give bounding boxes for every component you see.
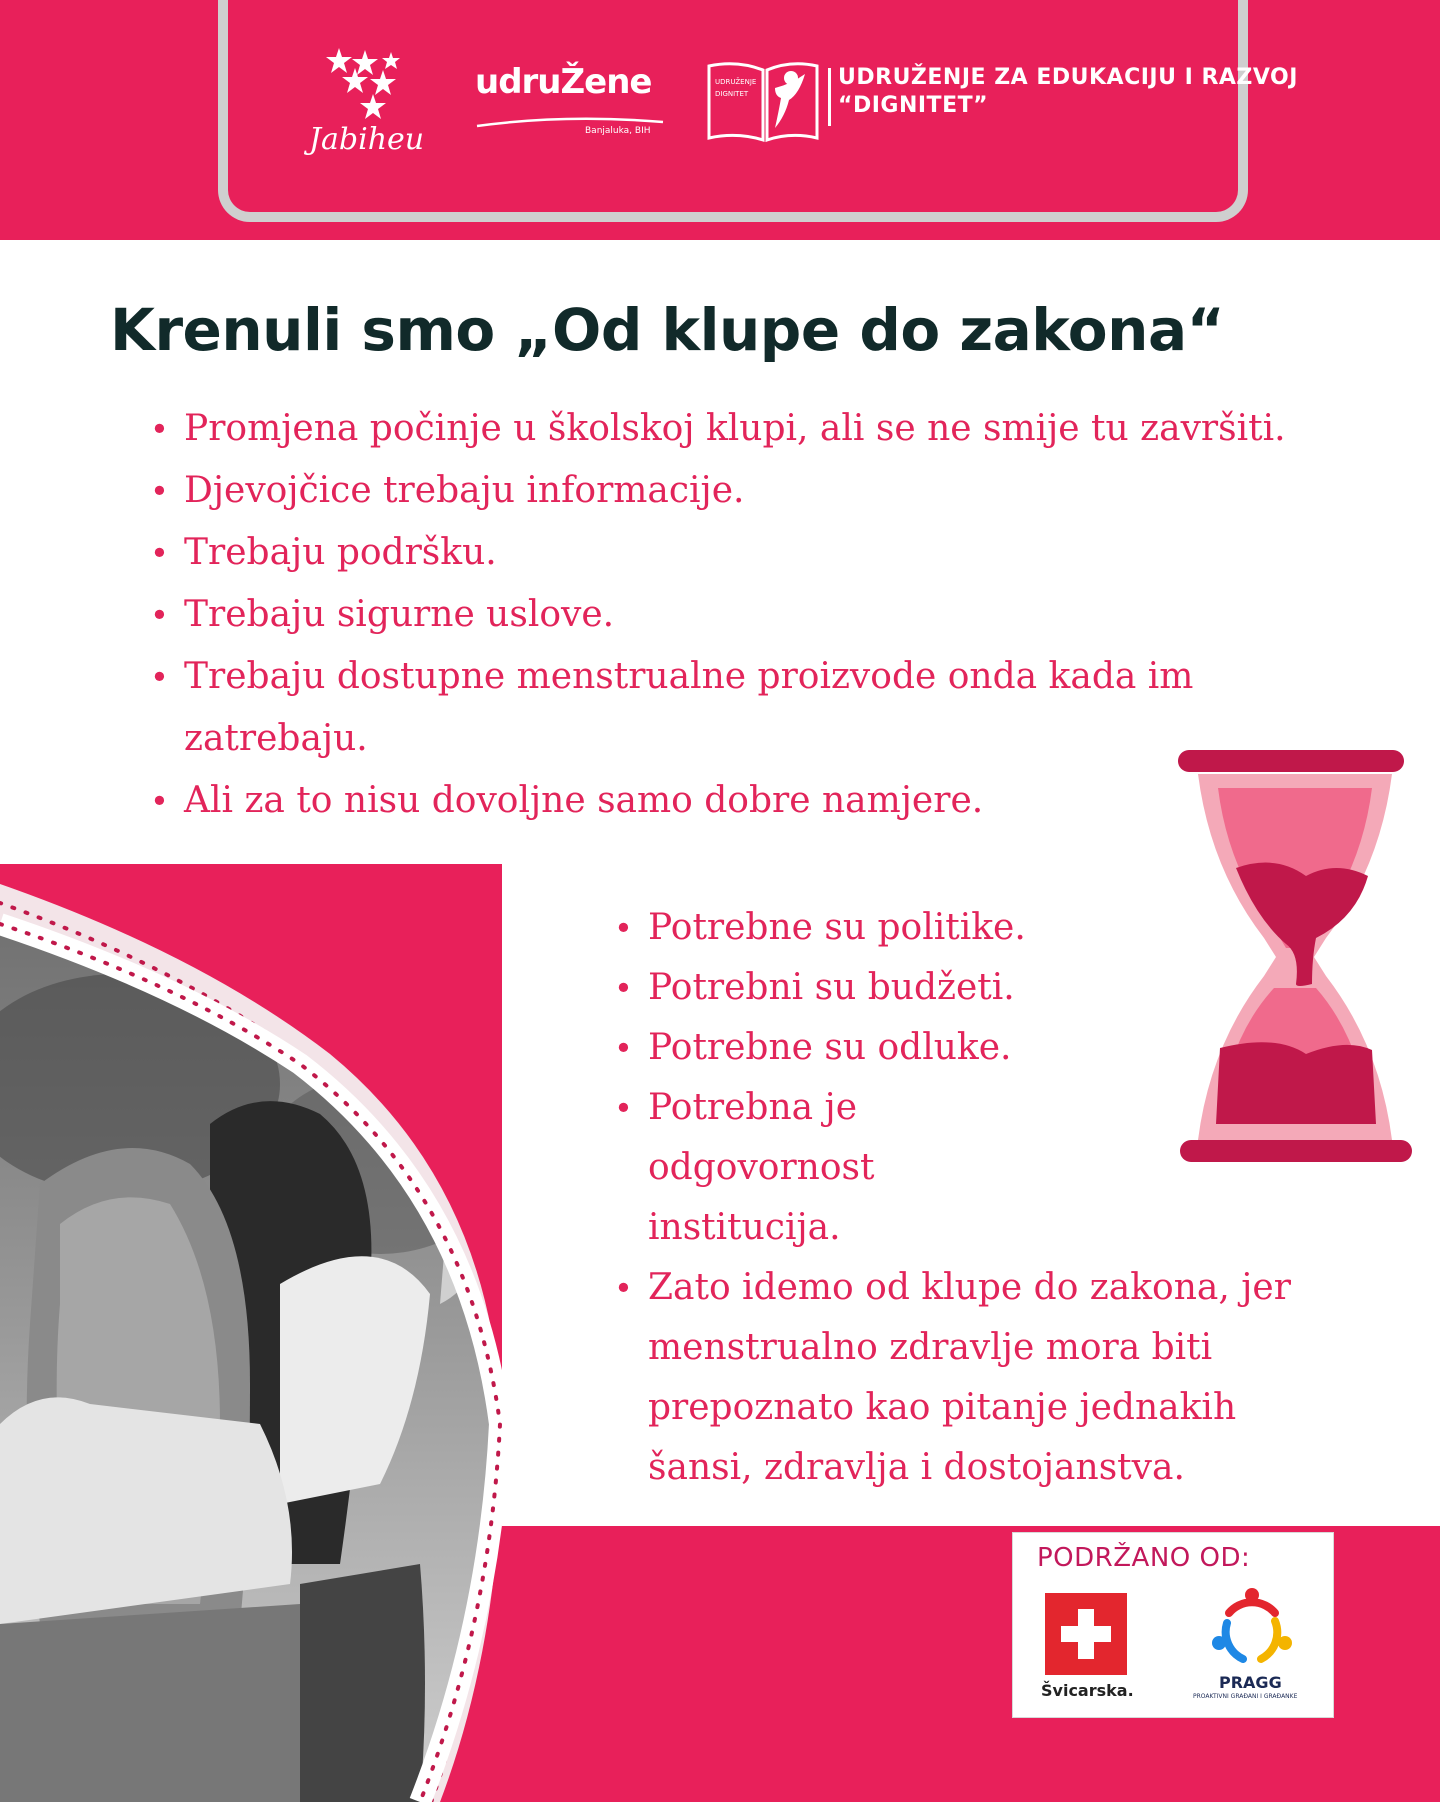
list-item: • Ali za to nisu dovoljne samo dobre namjere. (150, 770, 1350, 832)
page-title: Krenuli smo „Od klupe do zakona“ (110, 296, 1225, 364)
list-item: • Potrebna je odgovornost institucija. (614, 1078, 1068, 1258)
org-name-line2: “DIGNITET” (838, 93, 989, 118)
org-divider (828, 68, 831, 126)
org-name (838, 64, 1298, 120)
hourglass-icon (1176, 748, 1414, 1166)
list-item: • Trebaju podršku. (150, 522, 1350, 584)
list-item: • Zato idemo od klupe do zakona, jer menstrualno zdravlje mora biti prepoznato kao pitanje jednakih šansi, zdravlja i dostojanstva. (614, 1258, 1328, 1498)
list-item: • Potrebne su odluke. (614, 1018, 1334, 1078)
udruzene-logo (475, 58, 665, 148)
top-bullet-list (150, 398, 1350, 832)
stars-icon (325, 48, 425, 128)
swiss-flag-icon (1045, 1593, 1127, 1675)
book-person-icon (705, 58, 825, 144)
photo-panel (0, 864, 502, 1802)
udruzene-logo-text: udruŽene (475, 62, 652, 102)
support-label: PODRŽANO OD: (1037, 1543, 1251, 1573)
org-name-line1: UDRUŽENJE ZA EDUKACIJU I RAZVOJ (838, 65, 1298, 90)
sponsor-pragg-subtitle: PROAKTIVNI GRAĐANI I GRAĐANKE (1193, 1693, 1298, 1700)
list-item: • Potrebne su politike. (614, 898, 1334, 958)
list-item: • Djevojčice trebaju informacije. (150, 460, 1350, 522)
list-item: • Trebaju sigurne uslove. (150, 584, 1350, 646)
svg-text:UDRUŽENJE: UDRUŽENJE (715, 78, 757, 86)
sponsor-pragg: PRAGG (1219, 1673, 1282, 1692)
dignitet-logo (705, 58, 825, 144)
jabiheu-logo-text: Jabiheu (309, 122, 425, 157)
sponsor-switzerland: Švicarska. (1041, 1681, 1134, 1700)
jabiheu-logo (305, 48, 425, 158)
girls-photo (0, 864, 502, 1802)
udruzene-city: Banjaluka, BIH (585, 126, 651, 136)
support-box (1012, 1532, 1334, 1718)
list-item: • Promjena počinje u školskoj klupi, ali se ne smije tu završiti. (150, 398, 1350, 460)
list-item: • Trebaju dostupne menstrualne proizvode onda kada im zatrebaju. (150, 646, 1350, 770)
list-item: • Potrebni su budžeti. (614, 958, 1334, 1018)
svg-text:DIGNITET: DIGNITET (715, 90, 749, 98)
pragg-logo-icon (1209, 1583, 1295, 1669)
